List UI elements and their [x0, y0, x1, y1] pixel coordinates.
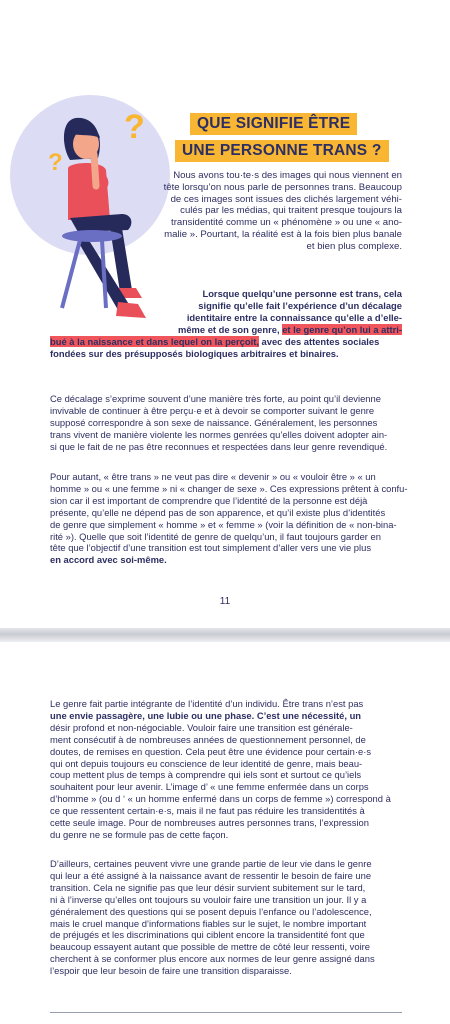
text-line: homme » ou « une femme » ni « changer de sexe ». Ces expressions prêtent à confu- — [50, 482, 408, 494]
text-line: trans vivent de manière violente les normes genrées qu’elles doivent adopter ain- — [50, 428, 388, 440]
text-line: généralement des questions qui se posent depuis l’enfance ou l’adolescence, — [50, 905, 372, 917]
text-line: si que le fait de ne pas être reconnues et respectées dans leur genre revendiqué. — [50, 440, 388, 452]
text-line: Le genre fait partie intégrante de l’identité d’un individu. Être trans n’est pas — [50, 698, 364, 709]
text-line: D’ailleurs, certaines peuvent vivre une grande partie de leur vie dans le genre — [50, 858, 372, 869]
body-paragraph-2 — [50, 471, 408, 566]
text-line: de genre que simplement « homme » et « femme » (voir la définition de « non-bina- — [50, 518, 397, 530]
text-line: mais le cruel manque d’informations fiables sur le sujet, le nombre important — [50, 917, 367, 929]
text-line: une envie passagère, une lubie ou une phase. C’est une nécessité, un — [50, 709, 362, 721]
body-paragraph-1 — [50, 393, 402, 453]
text-line: beaucoup essayent autant que possible de mettre de côté leur ressenti, voire — [50, 941, 370, 953]
text-line: cherchent à se conformer plus encore aux normes de leur genre assigné dans — [50, 953, 375, 965]
text-line: doutes, de remises en question. Cela peut être une évidence pour certain·e·s — [50, 745, 372, 757]
text-line: ni à l’inverse qu’elles ont toujours su vouloir faire une transition un jour. Il y a — [50, 893, 367, 905]
text-line: cette seule image. Pour de nombreuses autres personnes trans, l’expression — [50, 817, 369, 829]
text-line: coup mettent plus de temps à comprendre qui iels sont et surtout ce qu’iels — [50, 769, 362, 781]
divider — [50, 1012, 402, 1013]
text-line: rité »). Quelle que soit l’identité de genre de quelqu’un, il faut toujours garder en — [50, 530, 381, 542]
highlighted-text: bué à la naissance et dans lequel on la perçoit, — [50, 335, 259, 347]
text-line: supposé correspondre à son sexe de naissance. Généralement, les personnes — [50, 416, 378, 428]
text-line: ment consécutif à de nombreuses années de questionnement personnel, de — [50, 733, 366, 745]
text-line: malie ». Pourtant, la réalité est à la fois bien plus banale — [164, 228, 402, 240]
text-line: du genre ne se formule pas de cette façon. — [50, 828, 229, 840]
text-line: signifie qu’elle fait l’expérience d’un décalage — [198, 299, 402, 311]
text-line — [50, 336, 402, 348]
text-line: identitaire entre la connaissance qu’elle a d’elle- — [186, 311, 402, 323]
text-line: tête que l’objectif d’une transition est tout simplement d’aller vers une vie plus — [50, 542, 372, 554]
definition-paragraph — [50, 288, 402, 359]
text-span: avec des attentes sociales — [258, 335, 380, 347]
text-line: tête lorsqu’on nous parle de personnes trans. Beaucoup — [163, 181, 402, 193]
text-line: transidentité comme un « phénomène » ou une « ano- — [171, 217, 402, 229]
text-line: et bien plus complexe. — [306, 240, 402, 252]
text-line: sion car il est important de comprendre que l’identité de la personne est déjà — [50, 494, 368, 506]
body-paragraph-4 — [50, 858, 402, 977]
page-12 — [0, 642, 450, 1024]
text-line: en accord avec soi-même. — [50, 554, 167, 566]
intro-paragraph — [150, 170, 402, 253]
page-number: 11 — [219, 596, 231, 607]
text-line: fondées sur des présupposés biologiques arbitraires et binaires. — [50, 347, 339, 359]
text-line: Ce décalage s’exprime souvent d’une manière très forte, au point qu’il devienne — [50, 393, 381, 404]
page-title-line-2: UNE PERSONNE TRANS ? — [175, 140, 389, 162]
text-line: invivable de continuer à être perçu·e et à devoir se comporter suivant le genre — [50, 404, 375, 416]
text-span: même et de son genre, — [177, 323, 283, 335]
text-line: ce que ressentent certain·e·s, mais il ne faut pas réduire les transidentités à — [50, 805, 365, 817]
text-line: de ces images sont issues des clichés largement véhi- — [170, 193, 402, 205]
text-line: qui ont depuis toujours eu conscience de leur identité de genre, mais beau- — [50, 757, 363, 769]
text-line: Nous avons tou·te·s des images qui nous viennent en — [173, 170, 402, 181]
text-line: l’espoir que leur besoin de faire une transition disparaisse. — [50, 965, 292, 977]
body-paragraph-3 — [50, 698, 402, 841]
text-line: désir profond et non-négociable. Vouloir faire une transition est générale- — [50, 721, 353, 733]
highlighted-text: et le genre qu’on lui a attri- — [282, 323, 402, 335]
text-line — [50, 324, 402, 336]
text-line: Lorsque quelqu’une personne est trans, cela — [202, 288, 402, 299]
text-line: Pour autant, « être trans » ne veut pas dire « devenir » ou « vouloir être » « un — [50, 471, 376, 482]
question-mark-icon: ? — [48, 149, 63, 176]
text-line: présente, qu’elle ne dépend pas de son apparence, et qu’il existe plus d’identités — [50, 506, 386, 518]
text-line: de préjugés et les discriminations qui ciblent encore la transidentité font que — [50, 929, 365, 941]
page-title-line-1: QUE SIGNIFIE ÊTRE — [190, 113, 357, 135]
text-line: qui leur a été assigné à la naissance avant de ressentir le besoin de faire une — [50, 869, 372, 881]
question-mark-icon: ? — [124, 108, 145, 146]
text-line: culés par les médias, qui traitent presque toujours la — [180, 205, 402, 217]
text-line: d’homme » (ou d ‘ « un homme enfermé dans un corps de femme ») correspond à — [50, 793, 391, 805]
text-line: souhaitent pour leur avenir. L’image d’ « une femme enfermée dans un corps — [50, 781, 369, 793]
text-line: transition. Cela ne signifie pas que leur désir survient subitement sur le tard, — [50, 881, 366, 893]
page-separator — [0, 628, 450, 642]
